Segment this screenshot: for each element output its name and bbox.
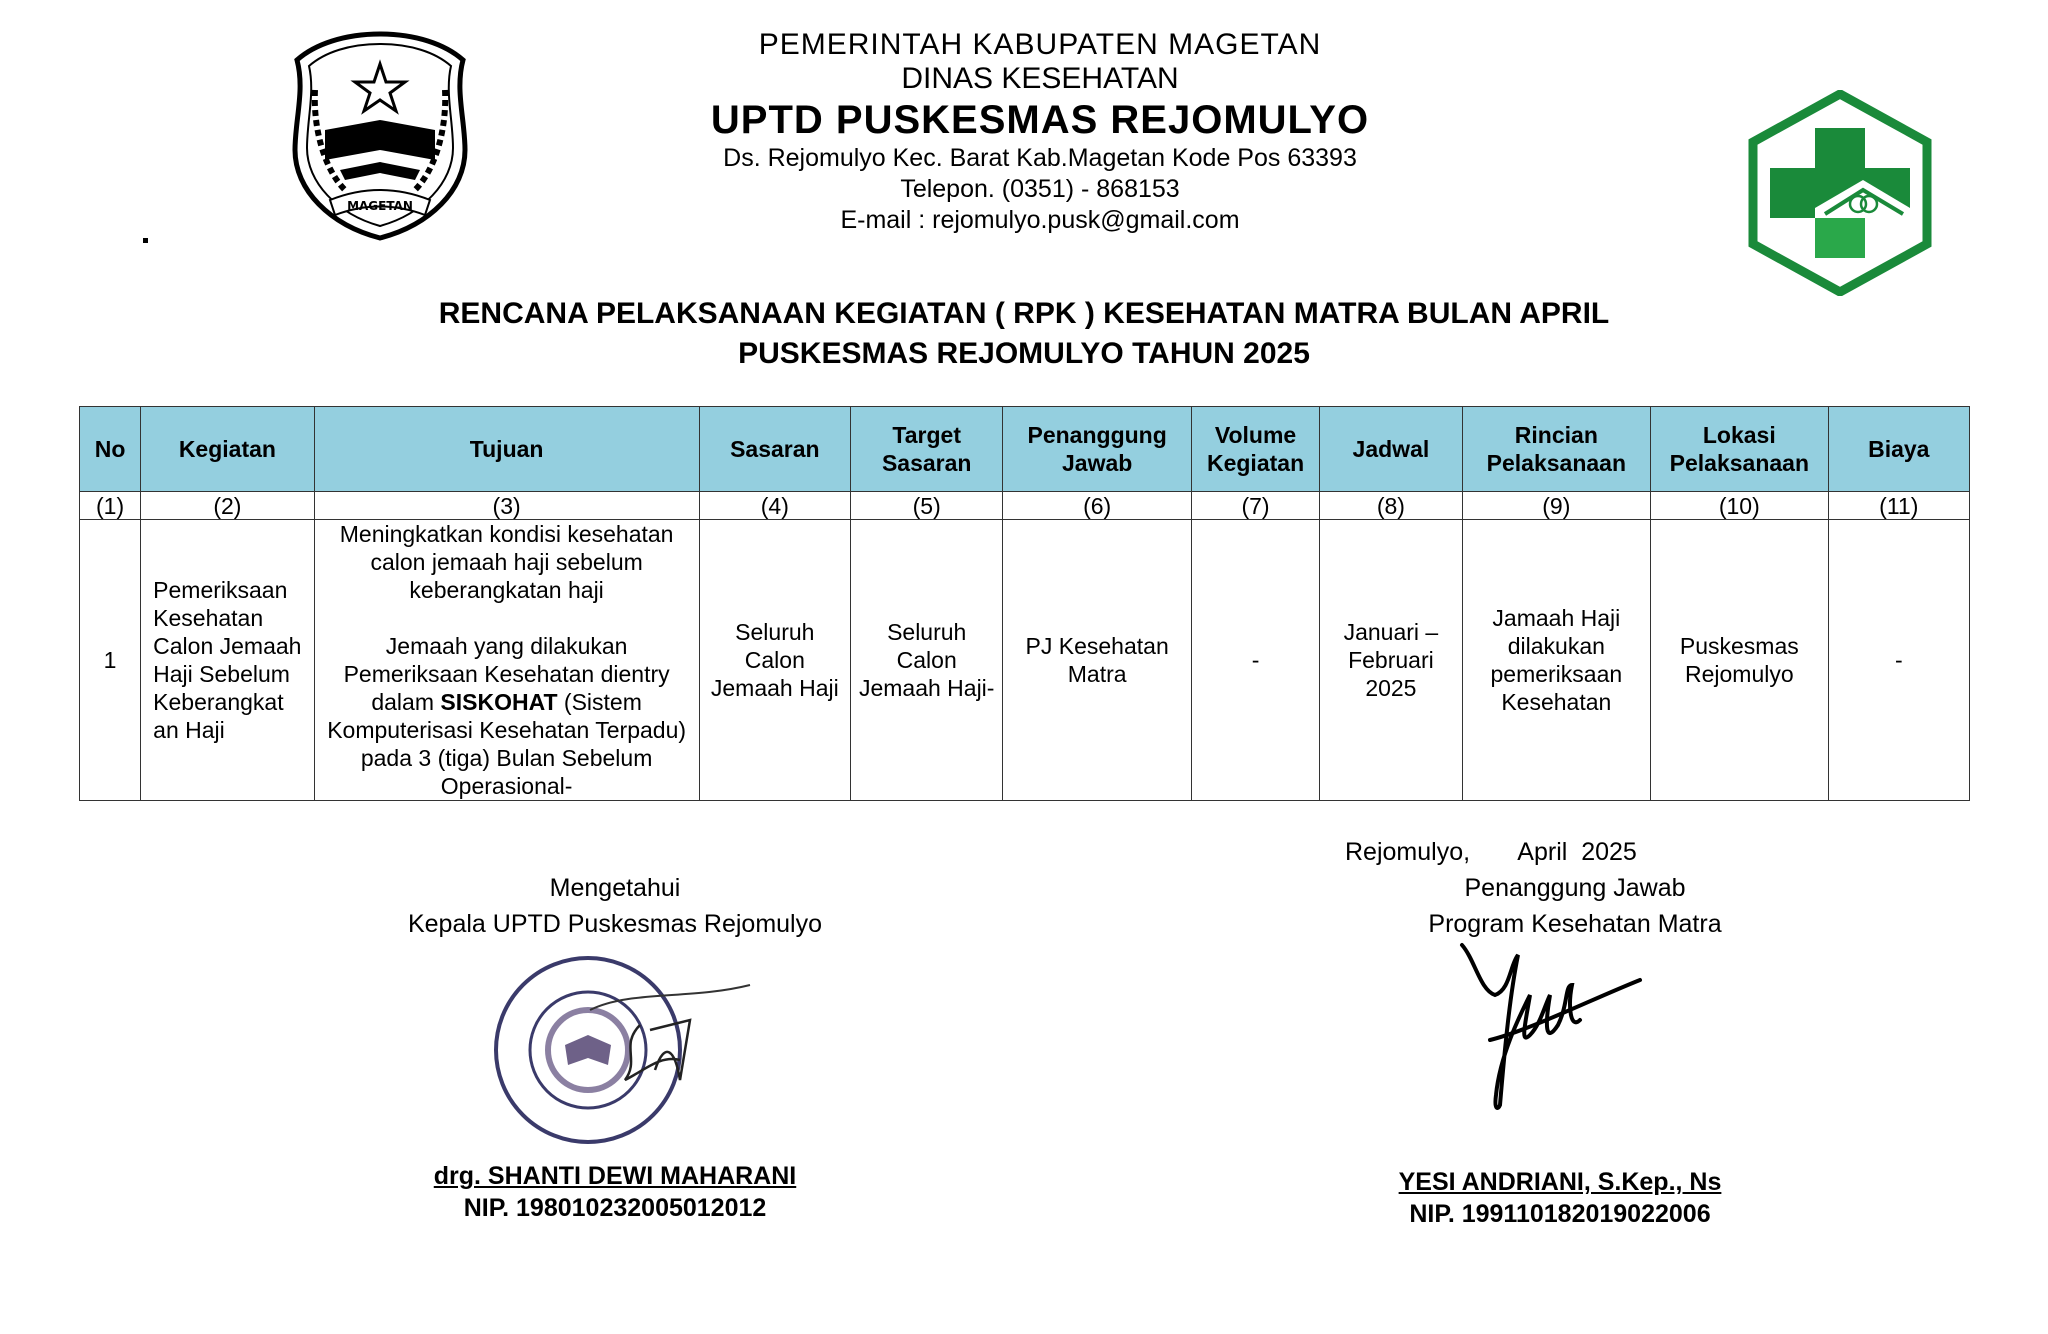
cell-tujuan <box>314 520 699 801</box>
col-number: (10) <box>1651 492 1828 520</box>
header-address: Ds. Rejomulyo Kec. Barat Kab.Magetan Kode Pos 63393 <box>723 144 1357 172</box>
col-number: (11) <box>1828 492 1969 520</box>
signer-left <box>330 1160 900 1224</box>
cell-rincian: Jamaah Haji dilakukan pemeriksaan Kesehatan <box>1462 520 1650 801</box>
table-row <box>80 520 1970 801</box>
col-number: (3) <box>314 492 699 520</box>
col-header: Kegiatan <box>141 407 314 492</box>
col-header: Tujuan <box>314 407 699 492</box>
col-number: (5) <box>851 492 1003 520</box>
header-phone: Telepon. (0351) - 868153 <box>900 175 1180 203</box>
col-header: Jadwal <box>1320 407 1462 492</box>
signer-position-left: Kepala UPTD Puskesmas Rejomulyo <box>407 910 823 938</box>
cell-biaya: - <box>1828 520 1969 801</box>
col-number: (6) <box>1003 492 1191 520</box>
signer-name-right: YESI ANDRIANI, S.Kep., Ns <box>1398 1168 1722 1196</box>
col-header: Sasaran <box>699 407 850 492</box>
cell-sasaran: Seluruh Calon Jemaah Haji <box>699 520 850 801</box>
col-number: (1) <box>80 492 141 520</box>
col-number: (8) <box>1320 492 1462 520</box>
col-number: (9) <box>1462 492 1650 520</box>
col-number: (2) <box>141 492 314 520</box>
cell-kegiatan: Pemeriksaan Kesehatan Calon Jemaah Haji Sebelum Keberangkat an Haji <box>141 520 314 801</box>
signer-role-right: Penanggung Jawab <box>1464 874 1686 902</box>
signer-program-right: Program Kesehatan Matra <box>1428 910 1722 938</box>
official-stamp <box>490 950 760 1150</box>
col-header: Penanggung Jawab <box>1003 407 1191 492</box>
puskesmas-logo <box>1745 90 1935 296</box>
col-header: Biaya <box>1828 407 1969 492</box>
place-date: Rejomulyo, April 2025 <box>1345 838 1637 866</box>
kabupaten-crest-logo <box>285 30 475 242</box>
stray-dot <box>143 238 148 243</box>
table-header-row <box>80 407 1970 492</box>
signer-name-left: drg. SHANTI DEWI MAHARANI <box>433 1162 797 1190</box>
header-email: E-mail : rejomulyo.pusk@gmail.com <box>840 206 1240 234</box>
header-department: DINAS KESEHATAN <box>901 62 1179 95</box>
column-number-row <box>80 492 1970 520</box>
acknowledgement-label: Mengetahui <box>549 874 681 902</box>
title-line-2: PUSKESMAS REJOMULYO TAHUN 2025 <box>738 337 1310 370</box>
signer-right <box>1310 1166 1810 1230</box>
header-institution: UPTD PUSKESMAS REJOMULYO <box>710 98 1370 142</box>
document-title <box>0 294 2048 374</box>
tujuan-paragraph-2: Jemaah yang dilakukan Pemeriksaan Kesehatan dientry dalam SISKOHAT (Sistem Komputerisasi Kesehatan Terpadu) pada 3 (tiga) Bulan Sebelum Operasional- <box>327 633 687 799</box>
handwritten-signature-right <box>1450 935 1650 1120</box>
title-line-1: RENCANA PELAKSANAAN KEGIATAN ( RPK ) KESEHATAN MATRA BULAN APRIL <box>438 297 1610 330</box>
rpk-table <box>79 406 1970 801</box>
col-header: Target Sasaran <box>851 407 1003 492</box>
svg-text:MAGETAN: MAGETAN <box>347 199 413 213</box>
signer-nip-right: NIP. 199110182019022006 <box>1409 1200 1711 1228</box>
cell-lokasi: Puskesmas Rejomulyo <box>1651 520 1828 801</box>
col-header: No <box>80 407 141 492</box>
tujuan-paragraph-1: Meningkatkan kondisi kesehatan calon jemaah haji sebelum keberangkatan haji <box>339 521 674 603</box>
col-header: Rincian Pelaksanaan <box>1462 407 1650 492</box>
letterhead <box>560 30 1520 233</box>
signer-nip-left: NIP. 198010232005012012 <box>463 1194 767 1222</box>
cell-penanggung-jawab: PJ Kesehatan Matra <box>1003 520 1191 801</box>
col-header: Volume Kegiatan <box>1191 407 1319 492</box>
header-government: PEMERINTAH KABUPATEN MAGETAN <box>758 28 1322 61</box>
cell-volume: - <box>1191 520 1319 801</box>
cell-no: 1 <box>80 520 141 801</box>
col-number: (4) <box>699 492 850 520</box>
col-header: Lokasi Pelaksanaan <box>1651 407 1828 492</box>
col-number: (7) <box>1191 492 1319 520</box>
cell-target: Seluruh Calon Jemaah Haji- <box>851 520 1003 801</box>
cell-jadwal: Januari – Februari 2025 <box>1320 520 1462 801</box>
signature-block-left <box>330 870 900 942</box>
signature-block-right <box>1345 834 1765 942</box>
